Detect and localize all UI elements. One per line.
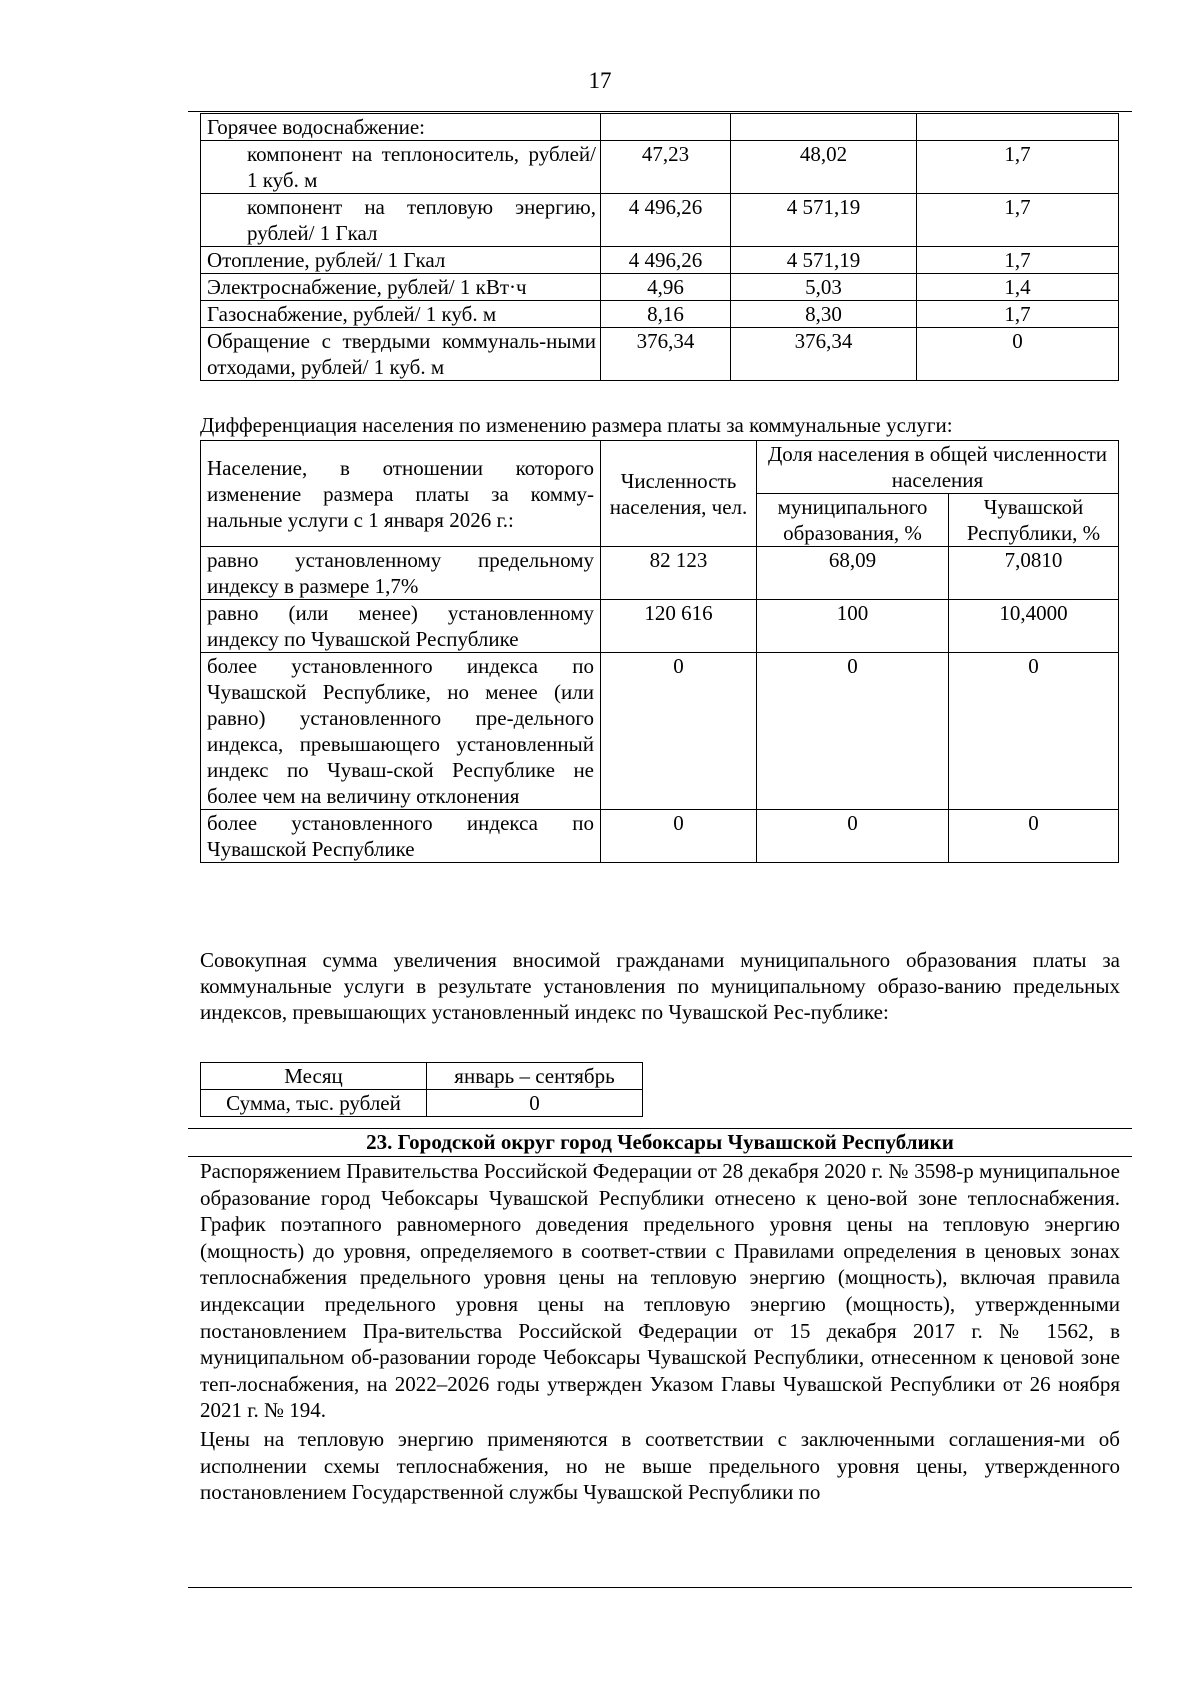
value-cell: 4 571,19 xyxy=(731,247,917,274)
republic-cell: 0 xyxy=(949,653,1119,810)
republic-header: Чувашской Республики, % xyxy=(949,494,1119,547)
value-cell: 47,23 xyxy=(601,141,731,194)
share-header: Доля населения в общей численности населения xyxy=(757,441,1119,494)
municipal-cell: 68,09 xyxy=(757,547,949,600)
sum-label: Сумма, тыс. рублей xyxy=(201,1090,427,1117)
republic-cell: 7,0810 xyxy=(949,547,1119,600)
value-cell xyxy=(731,114,917,141)
table-row xyxy=(201,600,1119,653)
row-label: Отопление, рублей/ 1 Гкал xyxy=(201,247,601,274)
population-header: Население, в отношении которого изменение размера платы за комму-нальные услуги с 1 января 2026 г.: xyxy=(201,441,601,547)
value-cell xyxy=(917,114,1119,141)
value-cell: 4,96 xyxy=(601,274,731,301)
value-cell: 0 xyxy=(917,328,1119,381)
value-cell: 4 496,26 xyxy=(601,194,731,247)
value-cell: 8,30 xyxy=(731,301,917,328)
value-cell: 1,7 xyxy=(917,247,1119,274)
bottom-rule xyxy=(188,1587,1132,1588)
value-cell: 1,7 xyxy=(917,141,1119,194)
row-label: компонент на тепловую энергию, рублей/ 1 Гкал xyxy=(201,194,601,247)
row-label: более установленного индекса по Чувашской Республике, но менее (или равно) установленного пре-дельного индекса, превышающего установленный индекс по Чуваш-ской Республике не более чем на величину отклонения xyxy=(201,653,601,810)
row-label: Горячее водоснабжение: xyxy=(201,114,601,141)
count-header: Численность населения, чел. xyxy=(601,441,757,547)
row-label: компонент на теплоноситель, рублей/ 1 куб. м xyxy=(201,141,601,194)
top-rule xyxy=(188,111,1132,112)
republic-cell: 10,4000 xyxy=(949,600,1119,653)
table-row xyxy=(201,114,1119,141)
summary-text: Совокупная сумма увеличения вносимой гражданами муниципального образования платы за коммунальные услуги в результате установления по муниципальному образо-ванию предельных индексов, превышающих установленный индекс по Чувашской Рес-публике: xyxy=(200,948,1120,1024)
value-cell xyxy=(601,114,731,141)
row-label: Электроснабжение, рублей/ 1 кВт·ч xyxy=(201,274,601,301)
value-cell: 48,02 xyxy=(731,141,917,194)
municipal-cell: 100 xyxy=(757,600,949,653)
value-cell: 8,16 xyxy=(601,301,731,328)
municipal-cell: 0 xyxy=(757,653,949,810)
value-cell: 1,4 xyxy=(917,274,1119,301)
table-row xyxy=(201,274,1119,301)
count-cell: 0 xyxy=(601,653,757,810)
value-cell: 376,34 xyxy=(601,328,731,381)
paragraph: Распоряжением Правительства Российской Федерации от 28 декабря 2020 г. № 3598-р муниципальное образование город Чебоксары Чувашской Республики отнесено к цено-вой зоне теплоснабжения. График поэтапного равномерного доведения предельного уровня цены на тепловую энергию (мощность) до уровня, определяемого в соответ-ствии с Правилами определения в ценовых зонах теплоснабжения предельного уровня цены на тепловую энергию (мощность), включая правила индексации предельного уровня цены на тепловую энергию (мощность), утвержденными постановлением Пра-вительства Российской Федерации от 15 декабря 2017 г. № 1562, в муниципальном об-разовании городе Чебоксары Чувашской Республики, отнесенном к ценовой зоне теп-лоснабжения, на 2022–2026 годы утвержден Указом Главы Чувашской Республики от 26 ноября 2021 г. № 194. xyxy=(200,1159,1120,1423)
differentiation-caption: Дифференциация населения по изменению размера платы за коммунальные услуги: xyxy=(200,413,953,437)
section-title: 23. Городской округ город Чебоксары Чувашской Республики xyxy=(188,1128,1132,1157)
row-label: более установленного индекса по Чувашской Республике xyxy=(201,810,601,863)
republic-cell: 0 xyxy=(949,810,1119,863)
row-label: равно установленному предельному индексу в размере 1,7% xyxy=(201,547,601,600)
value-cell: 376,34 xyxy=(731,328,917,381)
value-cell: 4 571,19 xyxy=(731,194,917,247)
header-row xyxy=(201,441,1119,494)
table-row xyxy=(201,301,1119,328)
table-row xyxy=(201,328,1119,381)
table-row xyxy=(201,141,1119,194)
table-row xyxy=(201,653,1119,810)
table-row xyxy=(201,1090,643,1117)
value-cell: 5,03 xyxy=(731,274,917,301)
municipal-header: муниципального образования, % xyxy=(757,494,949,547)
table-row xyxy=(201,194,1119,247)
month-label: Месяц xyxy=(201,1063,427,1090)
month-value: январь – сентябрь xyxy=(427,1063,643,1090)
paragraph: Цены на тепловую энергию применяются в соответствии с заключенными соглашения-ми об исполнении схемы теплоснабжения, но не выше предельного уровня цены, утвержденного постановлением Государственной службы Чувашской Республики по xyxy=(200,1426,1120,1505)
value-cell: 4 496,26 xyxy=(601,247,731,274)
row-label: Обращение с твердыми коммуналь-ными отходами, рублей/ 1 куб. м xyxy=(201,328,601,381)
count-cell: 0 xyxy=(601,810,757,863)
table-row xyxy=(201,1063,643,1090)
row-label: равно (или менее) установленному индексу по Чувашской Республике xyxy=(201,600,601,653)
row-label: Газоснабжение, рублей/ 1 куб. м xyxy=(201,301,601,328)
body-text xyxy=(200,1158,1120,1508)
tariff-table xyxy=(200,113,1119,381)
count-cell: 120 616 xyxy=(601,600,757,653)
page-number: 17 xyxy=(588,68,612,93)
differentiation-table xyxy=(200,440,1119,863)
count-cell: 82 123 xyxy=(601,547,757,600)
sum-table xyxy=(200,1062,643,1117)
table-row xyxy=(201,810,1119,863)
value-cell: 1,7 xyxy=(917,301,1119,328)
table-row xyxy=(201,247,1119,274)
municipal-cell: 0 xyxy=(757,810,949,863)
value-cell: 1,7 xyxy=(917,194,1119,247)
table-row xyxy=(201,547,1119,600)
sum-value: 0 xyxy=(427,1090,643,1117)
